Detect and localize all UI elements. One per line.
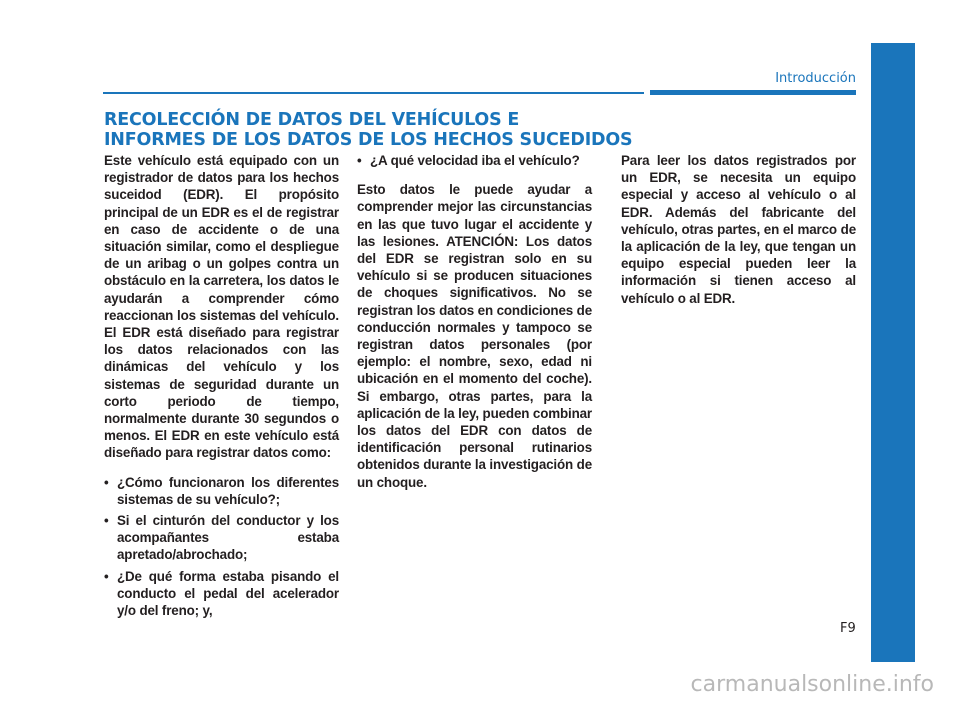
bullet-icon: • [104,513,109,529]
data-bullet-list [104,474,339,620]
section-title-line-1: RECOLECCIÓN DE DATOS DEL VEHÍCULOS E [104,110,520,130]
list-item: • ¿De qué forma estaba pisando el conducto el pedal del acelerador y/o del freno; y, [104,568,339,619]
text-column-3 [621,152,856,319]
intro-paragraph: Este vehículo está equipado con un registrador de datos para los hechos suceidod (EDR). El propósito principal de un EDR es el de registrar en caso de accidente o de una situación similar, como el despliegue de un aribag o un golpes contra un obstáculo en la carretera, los datos le ayudarán a comprender cómo reaccionan los sistemas del vehículo. El EDR está diseñado para registrar los datos relacionados con las dinámicas del vehículo y los sistemas de seguridad durante un corto periodo de tiempo, normalmente durante 30 segundos o menos. El EDR en este vehículo está diseñado para registrar datos como: [104,153,339,461]
watermark: carmanualsonline.info [690,672,934,697]
access-paragraph: Para leer los datos registrados por un EDR, se necesita un equipo especial y acceso al vehículo o al EDR. Además del fabricante del vehículo, otras partes, en el marco de la aplicación de la ley, que tengan un equipo especial pueden leer la información si tienen acceso al vehículo o al EDR. [621,153,856,306]
text-column-1 [104,152,339,623]
data-bullet-list-continued [357,152,592,169]
page-number: F9 [840,621,856,636]
bullet-icon: • [104,568,109,584]
header-rule-accent [650,90,856,95]
list-item: • Si el cinturón del conductor y los acompañantes estaba apretado/abrochado; [104,513,339,563]
section-title-line-2: INFORMES DE LOS DATOS DE LOS HECHOS SUCEDIDOS [104,130,633,150]
text-column-2 [357,152,592,503]
list-item: • ¿A qué velocidad iba el vehículo? [357,153,580,168]
header-rule [103,92,644,94]
bullet-icon: • [357,153,362,168]
list-item: • ¿Cómo funcionaron los diferentes sistemas de su vehículo?; [104,474,339,507]
bullet-icon: • [104,474,109,490]
attention-paragraph: Esto datos le puede ayudar a comprender mejor las circunstancias en las que tuvo lugar el accidente y las lesiones. ATENCIÓN: Los datos del EDR se registran solo en su vehículo si se producen situaciones de choques significativos. No se registran los datos en condiciones de conducción normales y tampoco se registran datos personales (por ejemplo: el nombre, sexo, edad ni ubicación en el momento del coche). Si embargo, otras partes, para la aplicación de la ley, pueden combinar los datos del EDR con datos de identificación personal rutinarios obtenidos durante la investigación de un choque. [357,182,592,490]
section-label: Introducción [775,71,856,86]
section-title [104,110,664,150]
chapter-side-tab [871,43,915,662]
